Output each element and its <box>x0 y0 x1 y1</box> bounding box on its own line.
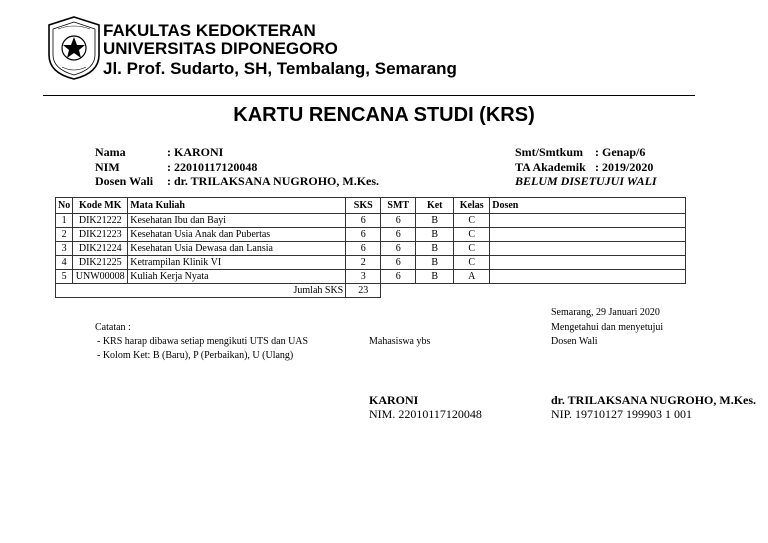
row-mata-kuliah: Kesehatan Usia Dewasa dan Lansia <box>128 242 346 256</box>
row-dosen <box>490 242 686 256</box>
row-kelas: C <box>454 228 490 242</box>
notes-line-2: - Kolom Ket: B (Baru), P (Perbaikan), U (Ulang) <box>97 350 294 361</box>
student-caption: Mahasiswa ybs <box>369 336 431 347</box>
table-row <box>56 270 686 284</box>
col-no: No <box>56 198 73 214</box>
university-address: Jl. Prof. Sudarto, SH, Tembalang, Semarang <box>103 59 457 78</box>
row-no: 1 <box>56 214 73 228</box>
notes-line-1: - KRS harap dibawa setiap mengikuti UTS dan UAS <box>97 336 309 347</box>
row-sks: 6 <box>346 214 381 228</box>
col-dosen: Dosen <box>490 198 686 214</box>
course-table <box>55 197 686 298</box>
row-ket: B <box>416 242 454 256</box>
row-mata-kuliah: Ketrampilan Klinik VI <box>128 256 346 270</box>
row-smt: 6 <box>381 270 416 284</box>
notes-title: Catatan : <box>95 322 131 333</box>
student-nim: NIM. 22010117120048 <box>369 407 482 421</box>
row-dosen <box>490 228 686 242</box>
nama-value: : KARONI <box>167 145 224 159</box>
approval-text: Mengetahui dan menyetujui <box>551 322 664 333</box>
row-dosen <box>490 256 686 270</box>
dosen-wali-value: : dr. TRILAKSANA NUGROHO, M.Kes. <box>167 174 380 188</box>
row-kelas: C <box>454 256 490 270</box>
row-ket: B <box>416 270 454 284</box>
header-divider <box>43 95 695 96</box>
row-dosen <box>490 270 686 284</box>
row-kode-mk: DIK21225 <box>73 256 128 270</box>
row-kode-mk: UNW00008 <box>73 270 128 284</box>
approval-status: BELUM DISETUJUI WALI <box>515 174 657 188</box>
document-title: KARTU RENCANA STUDI (KRS) <box>233 104 535 126</box>
row-smt: 6 <box>381 228 416 242</box>
row-smt: 6 <box>381 256 416 270</box>
row-kelas: C <box>454 242 490 256</box>
university-logo <box>44 15 104 81</box>
col-kode-mk: Kode MK <box>73 198 128 214</box>
advisor-name: dr. TRILAKSANA NUGROHO, M.Kes. <box>551 393 757 407</box>
row-kelas: C <box>454 214 490 228</box>
place-date: Semarang, 29 Januari 2020 <box>551 307 660 318</box>
col-mata-kuliah: Mata Kuliah <box>128 198 346 214</box>
table-row <box>56 214 686 228</box>
nama-label: Nama <box>95 145 126 159</box>
faculty-name: FAKULTAS KEDOKTERAN <box>103 21 316 40</box>
advisor-caption: Dosen Wali <box>551 336 598 347</box>
row-kode-mk: DIK21224 <box>73 242 128 256</box>
university-name: UNIVERSITAS DIPONEGORO <box>103 39 338 58</box>
row-no: 5 <box>56 270 73 284</box>
row-kelas: A <box>454 270 490 284</box>
row-mata-kuliah: Kesehatan Ibu dan Bayi <box>128 214 346 228</box>
col-sks: SKS <box>346 198 381 214</box>
row-smt: 6 <box>381 214 416 228</box>
row-ket: B <box>416 214 454 228</box>
academic-year-value: : 2019/2020 <box>595 160 654 174</box>
table-row <box>56 242 686 256</box>
total-sks-value: 23 <box>346 284 381 298</box>
col-smt: SMT <box>381 198 416 214</box>
student-name: KARONI <box>369 393 419 407</box>
row-no: 3 <box>56 242 73 256</box>
semester-label: Smt/Smtkum <box>515 145 584 159</box>
table-header-row <box>56 198 686 214</box>
semester-value: : Genap/6 <box>595 145 646 159</box>
row-dosen <box>490 214 686 228</box>
row-sks: 2 <box>346 256 381 270</box>
table-row <box>56 228 686 242</box>
row-sks: 3 <box>346 270 381 284</box>
row-kode-mk: DIK21222 <box>73 214 128 228</box>
row-no: 4 <box>56 256 73 270</box>
total-sks-label: Jumlah SKS <box>56 284 346 298</box>
col-kelas: Kelas <box>454 198 490 214</box>
row-sks: 6 <box>346 228 381 242</box>
academic-year-label: TA Akademik <box>515 160 586 174</box>
row-sks: 6 <box>346 242 381 256</box>
nim-value: : 22010117120048 <box>167 160 258 174</box>
total-row <box>56 284 686 298</box>
advisor-nip: NIP. 19710127 199903 1 001 <box>551 407 693 421</box>
row-ket: B <box>416 228 454 242</box>
dosen-wali-label: Dosen Wali <box>95 174 154 188</box>
row-no: 2 <box>56 228 73 242</box>
row-mata-kuliah: Kesehatan Usia Anak dan Pubertas <box>128 228 346 242</box>
row-ket: B <box>416 256 454 270</box>
nim-label: NIM <box>95 160 120 174</box>
row-mata-kuliah: Kuliah Kerja Nyata <box>128 270 346 284</box>
row-kode-mk: DIK21223 <box>73 228 128 242</box>
table-row <box>56 256 686 270</box>
row-smt: 6 <box>381 242 416 256</box>
col-ket: Ket <box>416 198 454 214</box>
